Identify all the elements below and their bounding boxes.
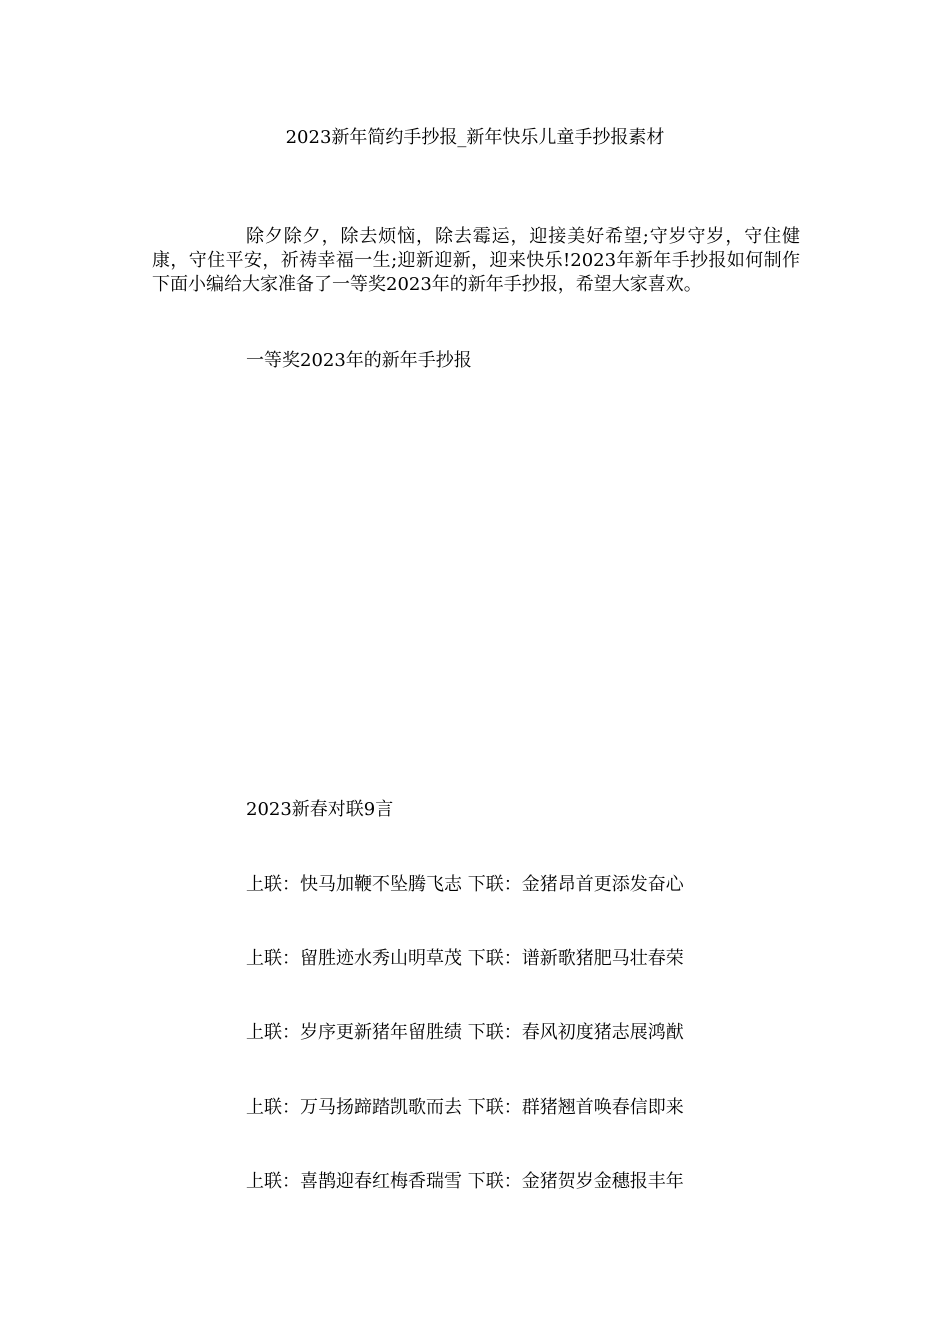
couplet-line: 上联：万马扬蹄踏凯歌而去 下联：群猪翘首唤春信即来 <box>246 1097 684 1118</box>
intro-paragraph: 除夕除夕，除去烦恼，除去霉运，迎接美好希望;守岁守岁，守住健康，守住平安，祈祷幸福一生;迎新迎新，迎来快乐!2023年新年手抄报如何制作下面小编给大家准备了一等奖2023年的新年手抄报，希望大家喜欢。 <box>152 226 800 295</box>
document-title: 2023新年简约手抄报_新年快乐儿童手抄报素材 <box>285 127 665 148</box>
couplet-line: 上联：留胜迹水秀山明草茂 下联：谱新歌猪肥马壮春荣 <box>246 948 684 969</box>
couplet-line: 上联：快马加鞭不坠腾飞志 下联：金猪昂首更添发奋心 <box>246 874 684 895</box>
couplet-line: 上联：岁序更新猪年留胜绩 下联：春风初度猪志展鸿猷 <box>246 1022 684 1043</box>
couplet-line: 上联：喜鹊迎春红梅香瑞雪 下联：金猪贺岁金穗报丰年 <box>246 1171 684 1192</box>
couplets-heading: 2023新春对联9言 <box>246 799 394 820</box>
section-heading: 一等奖2023年的新年手抄报 <box>246 350 472 371</box>
image-placeholder <box>152 385 800 775</box>
